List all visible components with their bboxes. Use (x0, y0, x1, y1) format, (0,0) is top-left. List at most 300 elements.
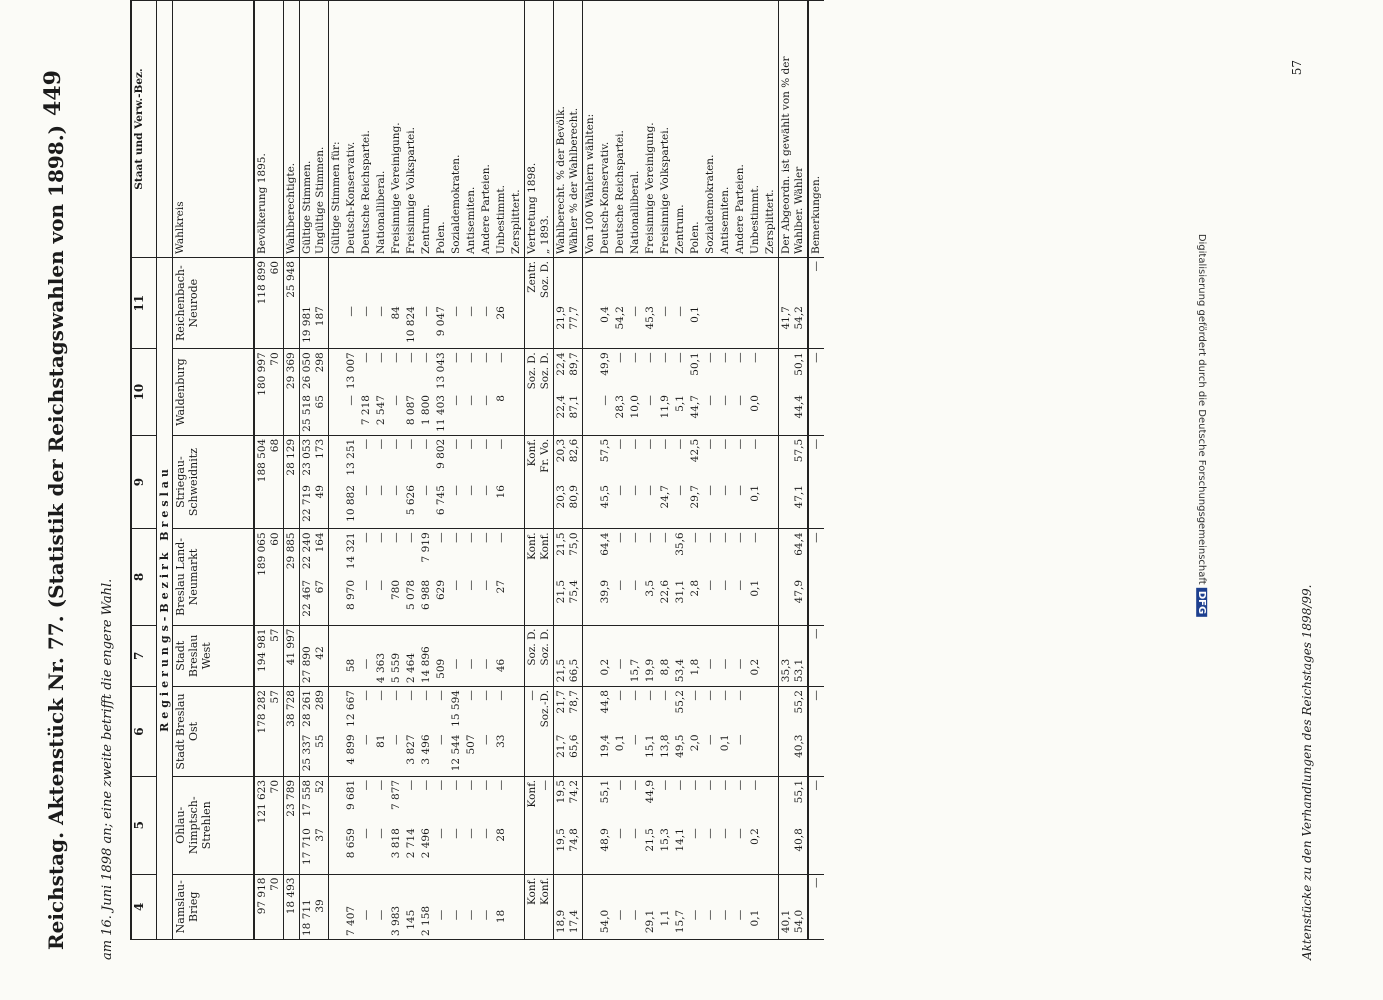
empty-cell (583, 776, 599, 874)
value-pair (360, 780, 373, 871)
deputy-value (780, 780, 793, 822)
value-pair (689, 439, 702, 526)
table-cell (494, 349, 509, 436)
representation-cell (525, 687, 554, 777)
deputy-column (780, 690, 806, 728)
value-pair (689, 780, 702, 871)
percent-pair (555, 629, 581, 684)
value-pair (614, 780, 627, 871)
value-left: 19,9 (644, 658, 656, 683)
value-pair (375, 532, 388, 621)
value-pair (345, 352, 358, 432)
value-pair (629, 690, 642, 773)
table-cell (613, 349, 628, 436)
value-right (375, 261, 388, 300)
table-cell (658, 349, 673, 436)
value-right: 44,8 (599, 690, 611, 714)
table-cell (449, 349, 464, 436)
value-left: 45,3 (644, 306, 656, 330)
value-left: 44,7 (689, 395, 701, 419)
value-line: 118 899 (256, 261, 268, 305)
value-left: — (734, 734, 746, 745)
empty-cell (583, 258, 599, 349)
value-left: 27 (495, 579, 507, 594)
value-right: 50,1 (689, 352, 701, 376)
percent-value (568, 878, 581, 904)
table-cell (718, 625, 733, 687)
percent-column (555, 780, 581, 822)
table-cell (763, 529, 779, 625)
value-right: — (749, 779, 761, 791)
value-left: 8 087 (405, 395, 417, 426)
value-left: 1,8 (689, 658, 701, 676)
table-cell (658, 625, 673, 687)
votes-column (301, 878, 327, 894)
value-left: 22,6 (659, 579, 671, 604)
value-right: — (614, 352, 626, 363)
value-right (435, 629, 448, 653)
table-cell (688, 435, 703, 529)
value-right: — (659, 352, 671, 363)
label-party: Deutsch-Konservativ. (344, 1, 359, 258)
value-left: 13,8 (659, 734, 671, 758)
vote-value: 42 (314, 646, 326, 660)
value-pair (495, 629, 508, 684)
value-left: — (420, 485, 432, 496)
page-header (40, 70, 80, 970)
value-stack (256, 629, 282, 684)
percent-value: 89,7 (568, 352, 580, 376)
deputy-value (793, 629, 806, 653)
value-right: — (420, 690, 432, 701)
deputy-value (780, 485, 793, 525)
value-right (390, 261, 403, 300)
value-pair (345, 780, 358, 871)
value-right (465, 878, 478, 904)
empty-cell (583, 435, 599, 529)
value-right (674, 878, 687, 904)
value-left: 2 714 (405, 828, 417, 859)
value-pair (719, 352, 732, 432)
label-line: Der Abgeordn. ist gewählt von % der (780, 56, 792, 254)
table-cell (389, 529, 404, 625)
value-right (689, 878, 702, 904)
corner-header: Staat und Verw.-Bez. (131, 1, 157, 258)
table-cell (688, 874, 703, 939)
empty-cell (583, 874, 599, 939)
value-pair (704, 352, 717, 432)
value-left: — (734, 395, 746, 406)
value-right (659, 629, 672, 653)
vote-value: 55 (314, 734, 326, 748)
value-right: — (480, 779, 492, 791)
table-cell (434, 776, 449, 874)
value-pair (629, 780, 642, 871)
percent-value: 77,7 (568, 306, 580, 330)
value-left: — (360, 828, 372, 839)
value-left: — (480, 734, 492, 745)
value-pair (704, 780, 717, 871)
percent-column (555, 580, 581, 622)
value-left: — (480, 306, 492, 317)
value-pair (674, 878, 687, 936)
value-right: — (659, 690, 671, 701)
value-line: Konf. (526, 532, 538, 560)
value-pair (465, 439, 478, 526)
table-cell (494, 776, 509, 874)
value-right (360, 629, 373, 653)
value-right: — (465, 438, 477, 450)
value-pair (390, 690, 403, 773)
percent-cell (554, 874, 583, 939)
value-left: — (719, 658, 731, 670)
value-pair (599, 878, 612, 936)
eligible-cell: 29 885 (284, 529, 300, 625)
value-right: — (495, 352, 507, 363)
value-left: — (614, 658, 626, 670)
deputy-value (793, 878, 806, 904)
header-title: Reichstag. Aktenstück Nr. 77. (Statistik der Reichstagswahlen von 1898.) (44, 124, 68, 950)
value-right: — (480, 438, 492, 450)
value-pair (360, 439, 373, 526)
label-party: Andere Parteien. (479, 1, 494, 258)
votes-column (301, 306, 327, 345)
value-pair (345, 532, 358, 621)
value-pair (659, 878, 672, 936)
value-line: Konf. (539, 877, 551, 906)
vote-value: 22 719 (301, 485, 313, 522)
value-right: — (465, 690, 477, 701)
table-cell (643, 687, 658, 777)
deputy-value (780, 395, 793, 432)
remark-cell: — (808, 687, 824, 777)
value-pair (420, 439, 433, 526)
vote-value (301, 261, 314, 300)
percent-cell (554, 687, 583, 777)
votes-pair (301, 439, 327, 526)
label-party: Nationalliberal. (374, 1, 389, 258)
table-cell (359, 687, 374, 777)
value-right: — (375, 532, 387, 543)
deputy-value: 47,9 (793, 579, 805, 604)
value-right: 13 043 (435, 352, 447, 390)
value-pair (420, 532, 433, 621)
value-right: — (719, 779, 731, 791)
table-cell (703, 258, 718, 349)
value-pair (465, 878, 478, 936)
table-cell (449, 625, 464, 687)
value-right: 35,6 (674, 532, 686, 556)
table-row (344, 1, 359, 940)
votes-pair (301, 780, 327, 871)
table-cell (464, 435, 479, 529)
value-pair (719, 878, 732, 936)
table-row (389, 1, 404, 940)
value-pair (480, 439, 493, 526)
table-cell (673, 349, 688, 436)
deputy-value (780, 261, 793, 300)
label-wahlkreis: Wahlkreis (173, 1, 255, 258)
value-left: — (704, 828, 716, 839)
label-representation (525, 1, 554, 258)
value-pair (704, 629, 717, 684)
table-cell (449, 776, 464, 874)
value-line: Soz. D. (539, 628, 551, 666)
percent-pair (555, 532, 581, 621)
table-cell (359, 529, 374, 625)
value-right: — (420, 779, 432, 791)
value-pair (629, 439, 642, 526)
percent-value (555, 261, 568, 300)
value-left: 29,1 (644, 909, 656, 934)
value-right: — (719, 532, 731, 543)
table-cell (359, 349, 374, 436)
votes-column (301, 352, 327, 389)
value-left: 10 824 (405, 306, 417, 343)
value-right: — (674, 352, 686, 363)
table-row (748, 1, 763, 940)
table-cell (628, 687, 643, 777)
value-left: 26 (495, 306, 507, 320)
value-right (704, 878, 717, 904)
value-left: — (629, 485, 641, 496)
value-pair (719, 690, 732, 773)
deputy-value (780, 878, 793, 904)
value-pair (644, 261, 657, 345)
value-left: — (719, 485, 731, 496)
remark-cell: — (808, 874, 824, 939)
table-cell (344, 258, 359, 349)
value-pair (659, 261, 672, 345)
value-right: — (360, 532, 372, 543)
table-cell (613, 874, 628, 939)
value-right: — (480, 690, 492, 701)
value-right: — (450, 352, 462, 363)
value-pair (734, 352, 747, 432)
value-line: Konf. (539, 532, 551, 560)
table-cell (389, 435, 404, 529)
table-row (628, 1, 643, 940)
table-cell (703, 776, 718, 874)
value-left: — (465, 306, 477, 317)
value-right: — (390, 532, 402, 543)
value-pair (405, 532, 418, 621)
value-left: — (629, 306, 641, 317)
value-left: 0,2 (749, 828, 761, 845)
percent-value: 17,4 (568, 909, 580, 934)
value-right (375, 629, 388, 647)
value-right: — (704, 438, 716, 450)
value-left: 46 (495, 658, 507, 673)
value-left: 7 218 (360, 395, 372, 426)
value-pair (749, 532, 762, 621)
table-cell (419, 258, 434, 349)
value-pair (450, 532, 463, 621)
value-left: — (360, 579, 372, 591)
value-line: Konf. (526, 779, 538, 808)
table-cell (628, 625, 643, 687)
table-cell (389, 349, 404, 436)
deputy-value: 64,4 (793, 532, 805, 556)
value-stack (526, 690, 552, 773)
value-right: — (375, 438, 387, 450)
table-row (509, 1, 525, 940)
table-cell (673, 258, 688, 349)
table-row (464, 1, 479, 940)
population-cell (254, 258, 284, 349)
table-cell (658, 776, 673, 874)
value-left: 6 988 (420, 579, 432, 611)
value-right (614, 261, 627, 300)
value-pair (390, 352, 403, 432)
label-line: Wahlberecht. % der Bevölk. (555, 106, 567, 254)
value-pair (749, 629, 762, 684)
value-stack (526, 532, 552, 621)
label-party: Deutsche Reichspartei. (613, 1, 628, 258)
value-right: 64,4 (599, 532, 611, 556)
value-pair (405, 439, 418, 526)
value-right: — (450, 532, 462, 543)
table-row (329, 1, 345, 940)
value-left: 8 970 (345, 579, 357, 611)
value-pair (644, 690, 657, 773)
table-row (419, 1, 434, 940)
value-pair (674, 629, 687, 684)
value-right: — (360, 690, 372, 701)
value-pair (734, 690, 747, 773)
table-cell (598, 776, 613, 874)
value-right: — (495, 438, 507, 450)
percent-pair (555, 780, 581, 871)
representation-cell (525, 776, 554, 874)
label-line: „ 1893. (539, 215, 551, 254)
table-cell (374, 776, 389, 874)
percent-value: 78,7 (568, 690, 580, 714)
value-left: 145 (405, 909, 417, 930)
table-cell (718, 874, 733, 939)
value-pair (405, 878, 418, 936)
value-pair (659, 352, 672, 432)
table-cell (479, 874, 494, 939)
table-cell (598, 529, 613, 625)
value-left: — (450, 306, 462, 317)
table-cell (479, 625, 494, 687)
value-left: — (704, 658, 716, 670)
table-cell (509, 349, 525, 436)
value-right (749, 629, 762, 653)
value-right (480, 629, 493, 653)
eligible-cell: 25 948 (284, 258, 300, 349)
table-cell (733, 435, 748, 529)
value-left: 8,8 (659, 658, 671, 676)
value-pair (420, 261, 433, 345)
value-pair (614, 532, 627, 621)
value-pair (674, 690, 687, 773)
percent-cell (554, 349, 583, 436)
value-stack (256, 439, 282, 526)
district-name: Ohlau-Nimptsch-Strehlen (173, 776, 255, 874)
deputy-cell (779, 258, 809, 349)
value-right (360, 261, 373, 300)
value-right: — (405, 352, 417, 363)
value-right: — (480, 532, 492, 543)
table-cell (509, 776, 525, 874)
value-right (689, 261, 702, 300)
vote-value: 28 261 (301, 690, 313, 727)
value-right: — (495, 690, 507, 701)
value-pair (435, 261, 448, 345)
value-line: 180 997 (256, 352, 268, 396)
value-left: — (614, 579, 626, 591)
table-cell (628, 258, 643, 349)
table-cell (509, 874, 525, 939)
value-left: — (435, 828, 447, 839)
district-number: 10 (131, 349, 157, 436)
value-line: 68 (269, 438, 281, 453)
value-right (734, 629, 747, 653)
deputy-pair (780, 690, 806, 773)
value-right: 12 667 (345, 690, 357, 727)
vote-value: 298 (314, 352, 326, 373)
table-row (733, 1, 748, 940)
value-left: 2 547 (375, 395, 387, 426)
value-pair (480, 780, 493, 871)
table-cell (718, 349, 733, 436)
value-right (405, 261, 418, 300)
district-name: Namslau-Brieg (173, 874, 255, 939)
percent-cell (554, 258, 583, 349)
label-party: Freisinnige Volkspartei. (404, 1, 419, 258)
vote-value: 22 240 (301, 532, 313, 570)
value-right: — (360, 438, 372, 450)
vote-value (301, 878, 314, 894)
table-cell (344, 349, 359, 436)
value-stack (256, 780, 282, 871)
value-pair (719, 780, 732, 871)
value-right (390, 878, 403, 900)
table-cell (479, 435, 494, 529)
table-cell (673, 874, 688, 939)
percent-pair (555, 690, 581, 773)
value-left: 2,0 (689, 734, 701, 752)
value-left: 5,1 (674, 395, 686, 412)
value-right (629, 261, 642, 300)
dfg-logo: DFG (1196, 588, 1207, 617)
table-cell (464, 625, 479, 687)
table-cell (359, 874, 374, 939)
value-left: 31,1 (674, 579, 686, 604)
percent-pair (555, 352, 581, 432)
table-cell (374, 874, 389, 939)
table-cell (494, 874, 509, 939)
percent-column (555, 629, 581, 653)
value-left: — (390, 734, 402, 745)
value-pair (749, 780, 762, 871)
election-statistics-table (130, 0, 824, 940)
value-left: — (345, 306, 357, 317)
table-cell (688, 776, 703, 874)
label-party: Zentrum. (673, 1, 688, 258)
dfg-credit (1196, 234, 1207, 617)
value-left: — (480, 579, 492, 591)
value-left: 3,5 (644, 579, 656, 597)
table-cell (598, 258, 613, 349)
footer-note: Aktenstücke zu den Verhandlungen des Reichstages 1898/99. (1300, 584, 1314, 960)
value-pair (704, 439, 717, 526)
table-row (404, 1, 419, 940)
remark-cell: — (808, 349, 824, 436)
deputy-pair (780, 532, 806, 621)
